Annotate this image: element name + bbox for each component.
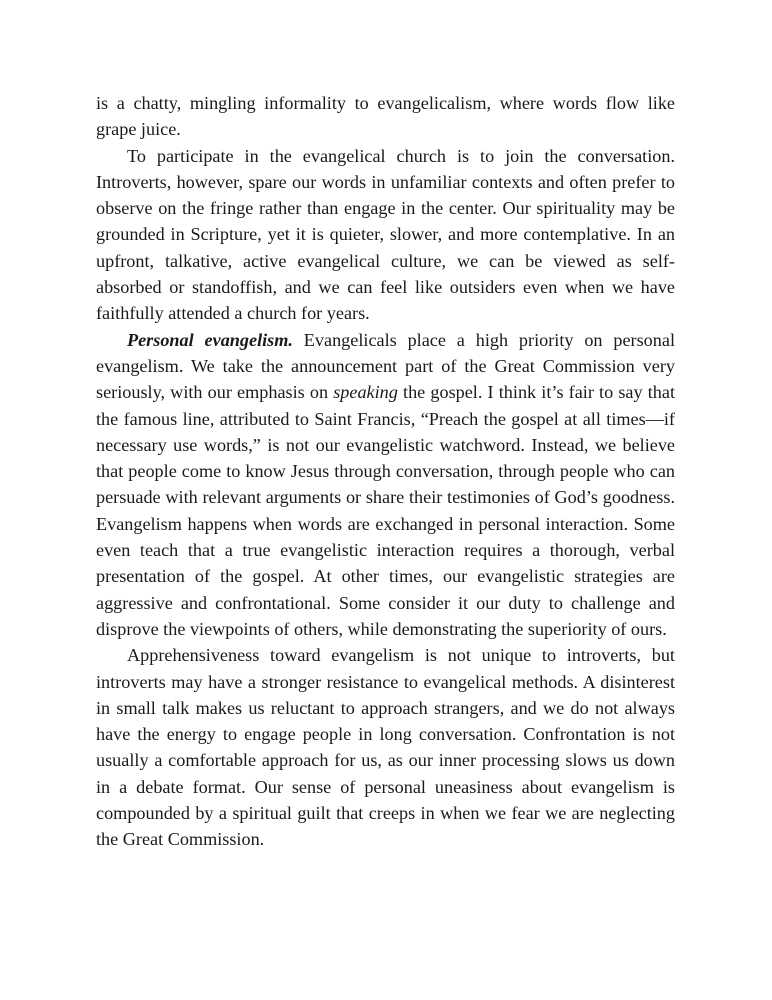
- paragraph-continuation: is a chatty, mingling informality to evangelicalism, where words flow like grape juice.: [96, 93, 675, 140]
- paragraph-conversation: To participate in the evangelical church is to join the conversation. Introverts, however, spare our words in unfamiliar contexts and often prefer to observe on the fringe rather than engage in the center. Our spirituality may be grounded in Scripture, yet it is quieter, slower, and more contemplative. In an upfront, talkative, active evangelical culture, we can be viewed as self-absorbed or standoffish, and we can feel like outsiders even when we have faithfully attended a church for years.: [96, 145, 675, 324]
- emphasized-word: speaking: [333, 382, 398, 403]
- paragraph-text-segment: the gospel. I think it’s fair to say that the famous line, attributed to Saint Francis, “Preach the gospel at all times—if necessary use words,” is not our evangelistic watchword. Instead, we believe that people come to know Jesus through conversation, through people who can persuade with relevant arguments or share their testimonies of God’s goodness. Evangelism happens when words are exchanged in personal interaction. Some even teach that a true evangelistic interaction requires a thorough, verbal presentation of the gospel. At other times, our evangelistic strategies are aggressive and confrontational. Some consider it our duty to challenge and disprove the viewpoints of others, while demonstrating the superiority of ours.: [96, 382, 675, 639]
- paragraph-text-segment: Evangelicals place a high priority on personal evangelism. We take the announcement part of the Great Commission very seriously, with our emphasis on: [96, 329, 675, 403]
- section-run-in-heading: Personal evangelism.: [127, 329, 293, 350]
- book-page-body: [96, 90, 675, 853]
- paragraph-apprehensiveness: Apprehensiveness toward evangelism is not unique to introverts, but introverts may have a stronger resistance to evangelical methods. A disinterest in small talk makes us reluctant to approach strangers, and we do not always have the energy to engage people in long conversation. Confrontation is not usually a comfortable approach for us, as our inner processing slows us down in a debate format. Our sense of personal uneasiness about evangelism is compounded by a spiritual guilt that creeps in when we fear we are neglecting the Great Commission.: [96, 645, 675, 850]
- paragraph-personal-evangelism: [96, 327, 675, 643]
